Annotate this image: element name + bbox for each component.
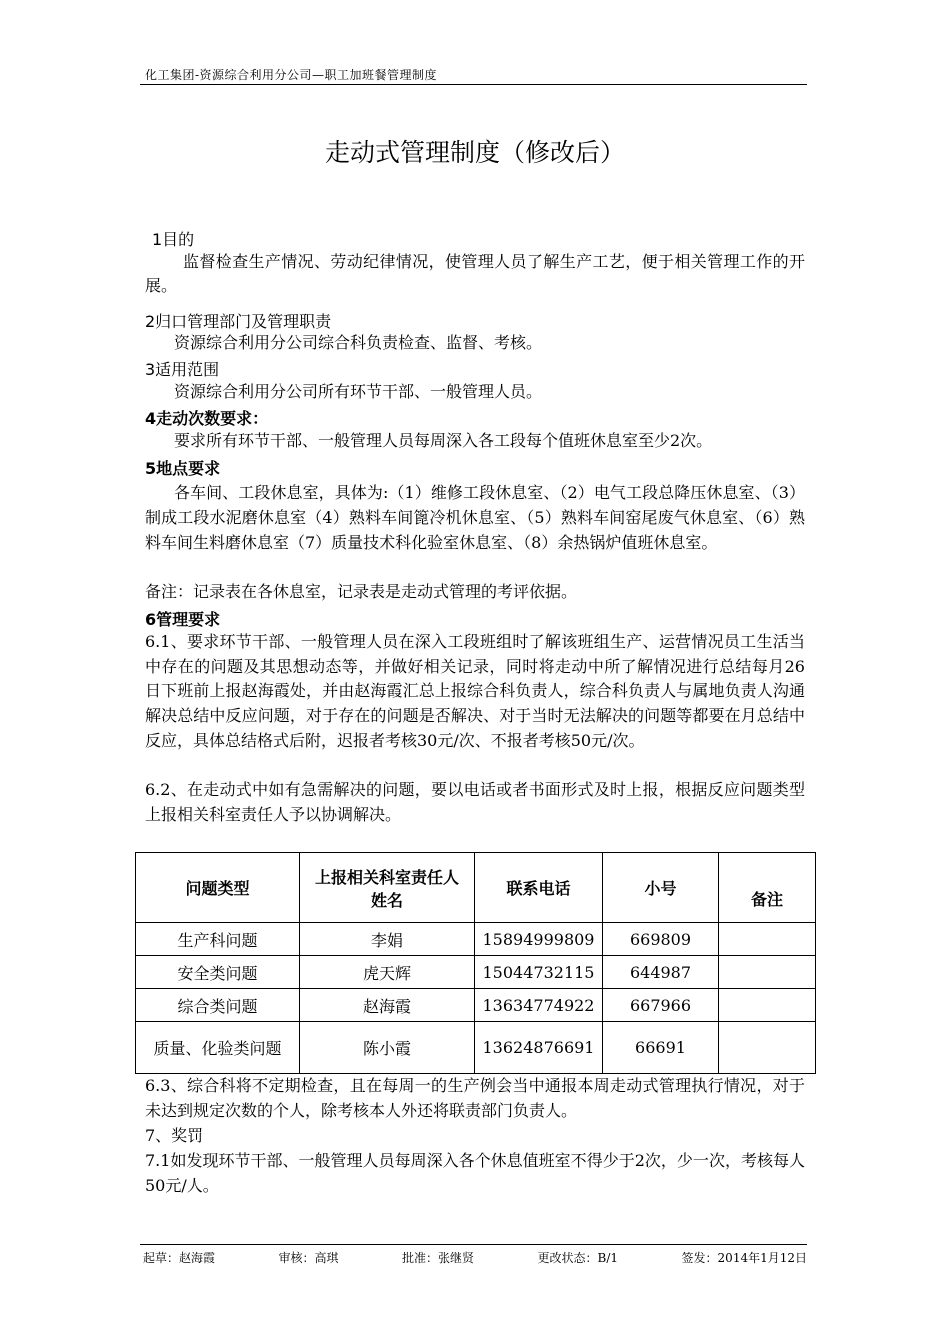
footer-drafter: 起草：赵海霞 xyxy=(143,1251,216,1265)
cell-phone: 15044732115 xyxy=(475,956,603,989)
cell-type: 安全类问题 xyxy=(136,956,300,989)
header-cell-remarks: 备注 xyxy=(719,853,816,923)
section-5-note: 备注：记录表在各休息室，记录表是走动式管理的考评依据。 xyxy=(145,582,578,601)
section-1-body: 监督检查生产情况、劳动纪律情况，使管理人员了解生产工艺，便于相关管理工作的开展。 xyxy=(145,252,805,295)
section-6-3-body: 6.3、综合科将不定期检查，且在每周一的生产例会当中通报本周走动式管理执行情况，对于未达到规定次数的个人，除考核本人外还将联责部门负责人。 xyxy=(145,1076,805,1120)
cell-remarks xyxy=(719,923,816,956)
cell-short-number: 669809 xyxy=(603,923,719,956)
cell-type: 生产科问题 xyxy=(136,923,300,956)
cell-remarks xyxy=(719,989,816,1022)
footer-divider xyxy=(140,1244,807,1245)
header-cell-responsible: 上报相关科室责任人姓名 xyxy=(300,853,475,923)
section-3-heading: 3适用范围 xyxy=(145,360,220,379)
document-header: 化工集团-资源综合利用分公司—职工加班餐管理制度 xyxy=(145,68,438,82)
header-cell-type: 问题类型 xyxy=(136,853,300,923)
header-cell-phone: 联系电话 xyxy=(475,853,603,923)
cell-type: 质量、化验类问题 xyxy=(136,1022,300,1074)
section-2-heading: 2归口管理部门及管理职责 xyxy=(145,312,332,331)
document-footer xyxy=(143,1249,807,1266)
cell-short-number: 644987 xyxy=(603,956,719,989)
section-6-1-body: 6.1、要求环节干部、一般管理人员在深入工段班组时了解该班组生产、运营情况员工生活当中存在的问题及其思想动态等，并做好相关记录，同时将走动中所了解情况进行总结每月26日下班前上报赵海霞处，并由赵海霞汇总上报综合科负责人，综合科负责人与属地负责人沟通解决总结中反应问题，对于存在的问题是否解决、对于当时无法解决的问题等都要在月总结中反应，具体总结格式后附，迟报者考核30元/次、不报者考核50元/次。 xyxy=(145,632,805,750)
cell-phone: 15894999809 xyxy=(475,923,603,956)
contact-table xyxy=(135,852,816,1074)
cell-type: 综合类问题 xyxy=(136,989,300,1022)
cell-remarks xyxy=(719,1022,816,1074)
cell-remarks xyxy=(719,956,816,989)
table-row xyxy=(136,1022,816,1074)
cell-phone: 13624876691 xyxy=(475,1022,603,1074)
header-divider xyxy=(140,84,807,85)
footer-revision: 更改状态：B/1 xyxy=(537,1251,619,1265)
cell-responsible: 赵海霞 xyxy=(300,989,475,1022)
footer-reviewer: 审核：高琪 xyxy=(278,1251,339,1265)
table-row xyxy=(136,923,816,956)
page-title: 走动式管理制度（修改后） xyxy=(324,138,625,167)
cell-responsible: 虎天辉 xyxy=(300,956,475,989)
cell-responsible: 陈小霞 xyxy=(300,1022,475,1074)
section-6-heading: 6管理要求 xyxy=(145,610,221,629)
section-6-2-body: 6.2、在走动式中如有急需解决的问题，要以电话或者书面形式及时上报，根据反应问题类型上报相关科室责任人予以协调解决。 xyxy=(145,780,805,824)
section-7-heading: 7、奖罚 xyxy=(145,1126,204,1145)
section-1-heading: 1目的 xyxy=(152,230,195,249)
cell-responsible: 李娟 xyxy=(300,923,475,956)
section-5-heading: 5地点要求 xyxy=(145,459,221,478)
cell-short-number: 66691 xyxy=(603,1022,719,1074)
footer-approver: 批准：张继贤 xyxy=(402,1251,475,1265)
section-5-body: 各车间、工段休息室，具体为:（1）维修工段休息室、（2）电气工段总降压休息室、（3）制成工段水泥磨休息室（4）熟料车间篦冷机休息室、（5）熟料车间窑尾废气休息室、（6）熟料车间生料磨休息室（7）质量技术科化验室休息室、（8）余热锅炉值班休息室。 xyxy=(145,483,805,552)
section-7-1-body: 7.1如发现环节干部、一般管理人员每周深入各个休息值班室不得少于2次，少一次，考核每人50元/人。 xyxy=(145,1151,805,1195)
cell-short-number: 667966 xyxy=(603,989,719,1022)
footer-issued: 签发：2014年1月12日 xyxy=(681,1251,807,1265)
table-header-row xyxy=(136,853,816,923)
header-cell-short-number: 小号 xyxy=(603,853,719,923)
section-3-body: 资源综合利用分公司所有环节干部、一般管理人员。 xyxy=(174,382,543,401)
section-4-heading: 4走动次数要求： xyxy=(145,409,269,428)
table-row xyxy=(136,989,816,1022)
table-row xyxy=(136,956,816,989)
cell-phone: 13634774922 xyxy=(475,989,603,1022)
section-4-body: 要求所有环节干部、一般管理人员每周深入各工段每个值班休息室至少2次。 xyxy=(174,431,713,450)
section-2-body: 资源综合利用分公司综合科负责检查、监督、考核。 xyxy=(174,333,543,352)
